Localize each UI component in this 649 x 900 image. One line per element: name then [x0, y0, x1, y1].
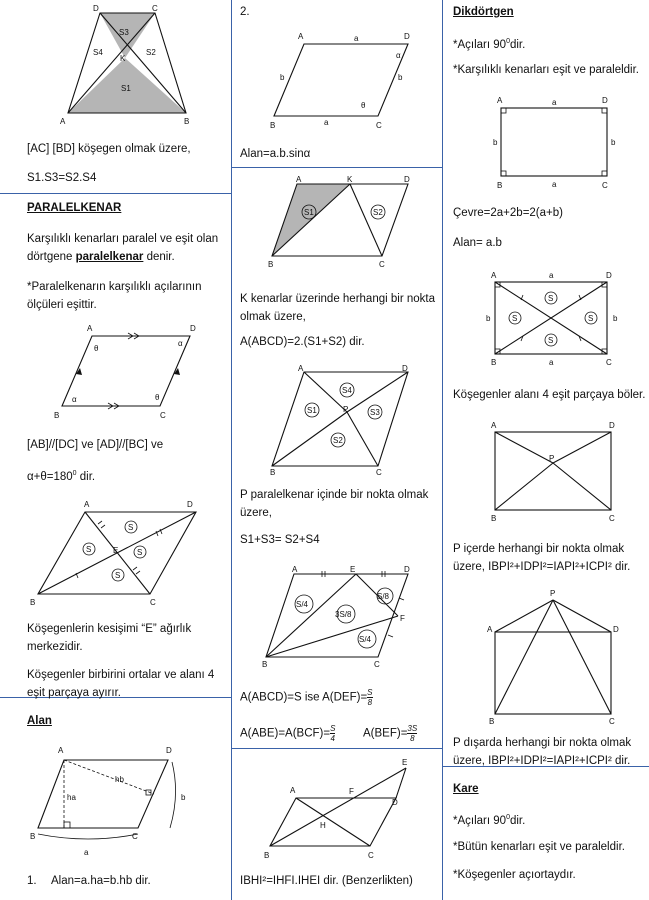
label-S3: S3 — [119, 28, 129, 37]
label-b: b — [611, 138, 616, 147]
label-B: B — [262, 660, 268, 669]
label-D: D — [602, 96, 608, 105]
label-D: D — [93, 4, 99, 13]
label-b: b — [493, 138, 498, 147]
parallelogram-k-diagram — [232, 174, 442, 274]
area-formula: Alan=a.ha=b.hb dir. — [51, 875, 151, 887]
square-angles — [453, 810, 525, 829]
area-S1: S1 — [307, 406, 317, 415]
parallelogram-sin-diagram — [232, 28, 442, 128]
label-b: b — [486, 314, 491, 323]
label-F: F — [349, 787, 354, 796]
square-sides: *Bütün kenarları eşit ve paraleldir. — [453, 841, 625, 853]
rectangle-heading: Dikdörtgen — [453, 6, 514, 18]
abe-formula — [240, 724, 335, 743]
degree-sup: 0 — [506, 38, 510, 45]
label-A: A — [292, 565, 298, 574]
p-formula: S1+S3= S2+S4 — [240, 534, 320, 546]
definition-text: Karşılıklı kenarları paralel ve eşit olan dörtgene — [27, 233, 219, 263]
bef-formula-text: A(BEF)= — [363, 727, 408, 740]
label-D: D — [609, 421, 615, 430]
label-S1: S1 — [121, 84, 131, 93]
def-formula — [240, 688, 373, 707]
rect-angles — [453, 34, 525, 53]
label-C: C — [379, 260, 385, 269]
label-C: C — [132, 832, 138, 841]
label-C: C — [160, 411, 166, 420]
area-heading: Alan — [27, 715, 52, 727]
parallelogram-angles-diagram — [0, 322, 231, 422]
label-B: B — [489, 717, 495, 726]
label-D: D — [404, 565, 410, 574]
p-inside-note: P içerde herhangi bir nokta olmak üzere, IBPI²+IDPI²=IAPI²+ICPI² dir. — [453, 543, 631, 573]
area-S: S — [512, 314, 518, 323]
diagonals-diagram — [0, 500, 231, 610]
label-A: A — [491, 421, 497, 430]
label-B: B — [491, 358, 497, 367]
label-A: A — [491, 271, 497, 280]
area-S2: S2 — [373, 208, 383, 217]
label-B: B — [270, 468, 276, 477]
parallelogram-p-diagram — [232, 364, 442, 477]
label-B: B — [30, 598, 36, 607]
label-A: A — [60, 117, 66, 126]
label-b: b — [181, 793, 186, 802]
area-S: S — [86, 545, 92, 554]
label-D: D — [392, 798, 398, 807]
degree-sup: 0 — [506, 814, 510, 821]
angle-alpha: α — [396, 51, 401, 60]
definition-term: paralelkenar — [75, 251, 144, 263]
area-S: S — [115, 571, 121, 580]
label-C: C — [609, 717, 615, 726]
parallelogram-h-diagram — [232, 756, 442, 866]
label-a: a — [552, 98, 557, 107]
fraction — [367, 688, 372, 707]
label-C: C — [606, 358, 612, 367]
item-number: 2. — [240, 6, 250, 18]
abe-formula-text: A(ABE)=A(BCF)= — [240, 727, 331, 740]
perimeter-formula: Çevre=2a+2b=2(a+b) — [453, 207, 563, 219]
rect-sides: *Karşılıklı kenarları eşit ve paraleldir. — [453, 64, 639, 76]
area-S38: 3S/8 — [335, 610, 352, 619]
label-C: C — [376, 121, 382, 130]
label-B: B — [270, 121, 276, 130]
label-C: C — [368, 851, 374, 860]
bef-formula — [363, 724, 417, 743]
parallelogram-heading: PARALELKENAR — [27, 202, 122, 214]
rectangle-diagonals-diagram — [443, 264, 649, 374]
label-B: B — [497, 181, 503, 190]
label-b: b — [398, 73, 403, 82]
area-S1: S1 — [304, 208, 314, 217]
column-1 — [0, 0, 231, 900]
rectangle-p-outside-diagram — [443, 584, 649, 724]
parallel-note: [AB]//[DC] ve [AD]//[BC] ve — [27, 439, 164, 451]
label-C: C — [152, 4, 158, 13]
label-D: D — [166, 746, 172, 755]
area-S4: S4 — [342, 386, 352, 395]
label-P: P — [343, 405, 349, 414]
k-formula: A(ABCD)=2.(S1+S2) dir. — [240, 336, 365, 348]
label-A: A — [298, 32, 304, 41]
label-K: K — [120, 54, 126, 63]
area-S3: S3 — [370, 408, 380, 417]
angle-sum-text: α+θ=180 — [27, 470, 73, 483]
area-sin-formula: Alan=a.b.sinα — [240, 148, 311, 160]
fraction — [407, 724, 417, 743]
label-E: E — [113, 546, 119, 555]
rect-angles-suffix: dir. — [509, 38, 526, 51]
label-C: C — [609, 514, 615, 523]
fraction-den: 8 — [367, 698, 373, 707]
label-a: a — [324, 118, 329, 127]
label-a: a — [549, 271, 554, 280]
label-H: H — [320, 821, 326, 830]
label-P: P — [550, 589, 556, 598]
parallelogram-def-diagram — [232, 562, 442, 672]
label-S2: S2 — [146, 48, 156, 57]
label-C: C — [150, 598, 156, 607]
label-D: D — [404, 32, 410, 41]
area-heights-diagram — [0, 740, 231, 860]
label-B: B — [30, 832, 36, 841]
label-C: C — [376, 468, 382, 477]
label-C: C — [602, 181, 608, 190]
rectangle-diagram — [443, 92, 649, 192]
label-D: D — [190, 324, 196, 333]
label-A: A — [58, 746, 64, 755]
fraction — [330, 724, 335, 743]
label-D: D — [404, 175, 410, 184]
area-S: S — [137, 548, 143, 557]
fraction-den: 4 — [330, 734, 335, 743]
bisect-note: Köşegenler birbirini ortalar ve alanı 4 eşit parçaya ayırır. — [27, 669, 215, 699]
area-S: S — [128, 523, 134, 532]
label-A: A — [497, 96, 503, 105]
label-B: B — [491, 514, 497, 523]
label-b: b — [613, 314, 618, 323]
square-angles-suffix: dir. — [509, 814, 526, 827]
label-D: D — [606, 271, 612, 280]
area-S: S — [548, 336, 554, 345]
label-B: B — [268, 260, 274, 269]
area-S4: S/4 — [296, 600, 309, 609]
area-formula-number: 1. — [27, 875, 37, 887]
angle-alpha: α — [72, 395, 77, 404]
angle-sum — [27, 466, 95, 485]
rect-angles-text: *Açıları 90 — [453, 38, 507, 51]
centroid-note: Köşegenlerin kesişimi “E” ağırlık merkezidir. — [27, 623, 192, 653]
label-A: A — [487, 625, 493, 634]
area-S: S — [588, 314, 594, 323]
fraction-num: 3S — [407, 724, 418, 733]
p-outside-note: P dışarda herhangi bir nokta olmak üzere, IBPI²+IDPI²=IAPI²+ICPI² dir. — [453, 737, 632, 767]
area-S4: S/4 — [359, 635, 372, 644]
label-P: P — [549, 454, 555, 463]
angle-theta: θ — [155, 393, 160, 402]
parallelogram-definition — [27, 230, 227, 266]
label-K: K — [347, 175, 353, 184]
label-hb: hb — [115, 775, 124, 784]
ibhi-formula: IBHI²=IHFI.IHEI dir. (Benzerlikten) — [240, 875, 413, 887]
label-D: D — [613, 625, 619, 634]
area-relation: S1.S3=S2.S4 — [27, 172, 97, 184]
rect-area-formula: Alan= a.b — [453, 237, 502, 249]
label-a: a — [84, 848, 89, 857]
angle-sum-suffix: dir. — [76, 470, 96, 483]
label-D: D — [187, 500, 193, 509]
square-heading: Kare — [453, 783, 479, 795]
label-A: A — [298, 364, 304, 373]
label-A: A — [84, 500, 90, 509]
k-note: K kenarlar üzerinde herhangi bir nokta olmak üzere, — [240, 293, 435, 323]
column-2 — [232, 0, 442, 900]
angle-alpha: α — [178, 339, 183, 348]
angle-theta: θ — [94, 344, 99, 353]
fraction-den: 8 — [410, 734, 415, 743]
area-S: S — [548, 294, 554, 303]
label-D: D — [402, 364, 408, 373]
diagonal-split-note: Köşegenler alanı 4 eşit parçaya böler. — [453, 389, 646, 401]
diagonal-note: [AC] [BD] köşegen olmak üzere, — [27, 143, 191, 155]
label-b: b — [280, 73, 285, 82]
label-B: B — [54, 411, 60, 420]
label-A: A — [296, 175, 302, 184]
label-F: F — [400, 614, 405, 623]
definition-suffix: denir. — [143, 251, 175, 263]
angle-note: *Paralelkenarın karşılıklı açılarının ölçüleri eşittir. — [27, 281, 202, 311]
label-C: C — [374, 660, 380, 669]
rectangle-p-inside-diagram — [443, 418, 649, 528]
square-angles-text: *Açıları 90 — [453, 814, 507, 827]
label-A: A — [87, 324, 93, 333]
fraction-num: S — [367, 688, 373, 697]
label-S4: S4 — [93, 48, 103, 57]
label-B: B — [264, 851, 270, 860]
angle-theta: θ — [361, 101, 366, 110]
p-note: P paralelkenar içinde bir nokta olmak üzere, — [240, 489, 429, 519]
trapezoid-diagram — [0, 0, 231, 130]
column-3 — [443, 0, 649, 900]
label-a: a — [354, 34, 359, 43]
label-E: E — [402, 758, 408, 767]
fraction-num: S — [330, 724, 336, 733]
label-B: B — [184, 117, 190, 126]
label-A: A — [290, 786, 296, 795]
def-formula-text: A(ABCD)=S ise A(DEF)= — [240, 691, 368, 704]
area-S8: S/8 — [377, 592, 390, 601]
area-S2: S2 — [333, 436, 343, 445]
degree-sup: 0 — [72, 470, 77, 477]
square-diagonals: *Köşegenler açıortaydır. — [453, 869, 576, 881]
label-a: a — [552, 180, 557, 189]
label-ha: ha — [67, 793, 76, 802]
label-E: E — [350, 565, 356, 574]
label-a: a — [549, 358, 554, 367]
